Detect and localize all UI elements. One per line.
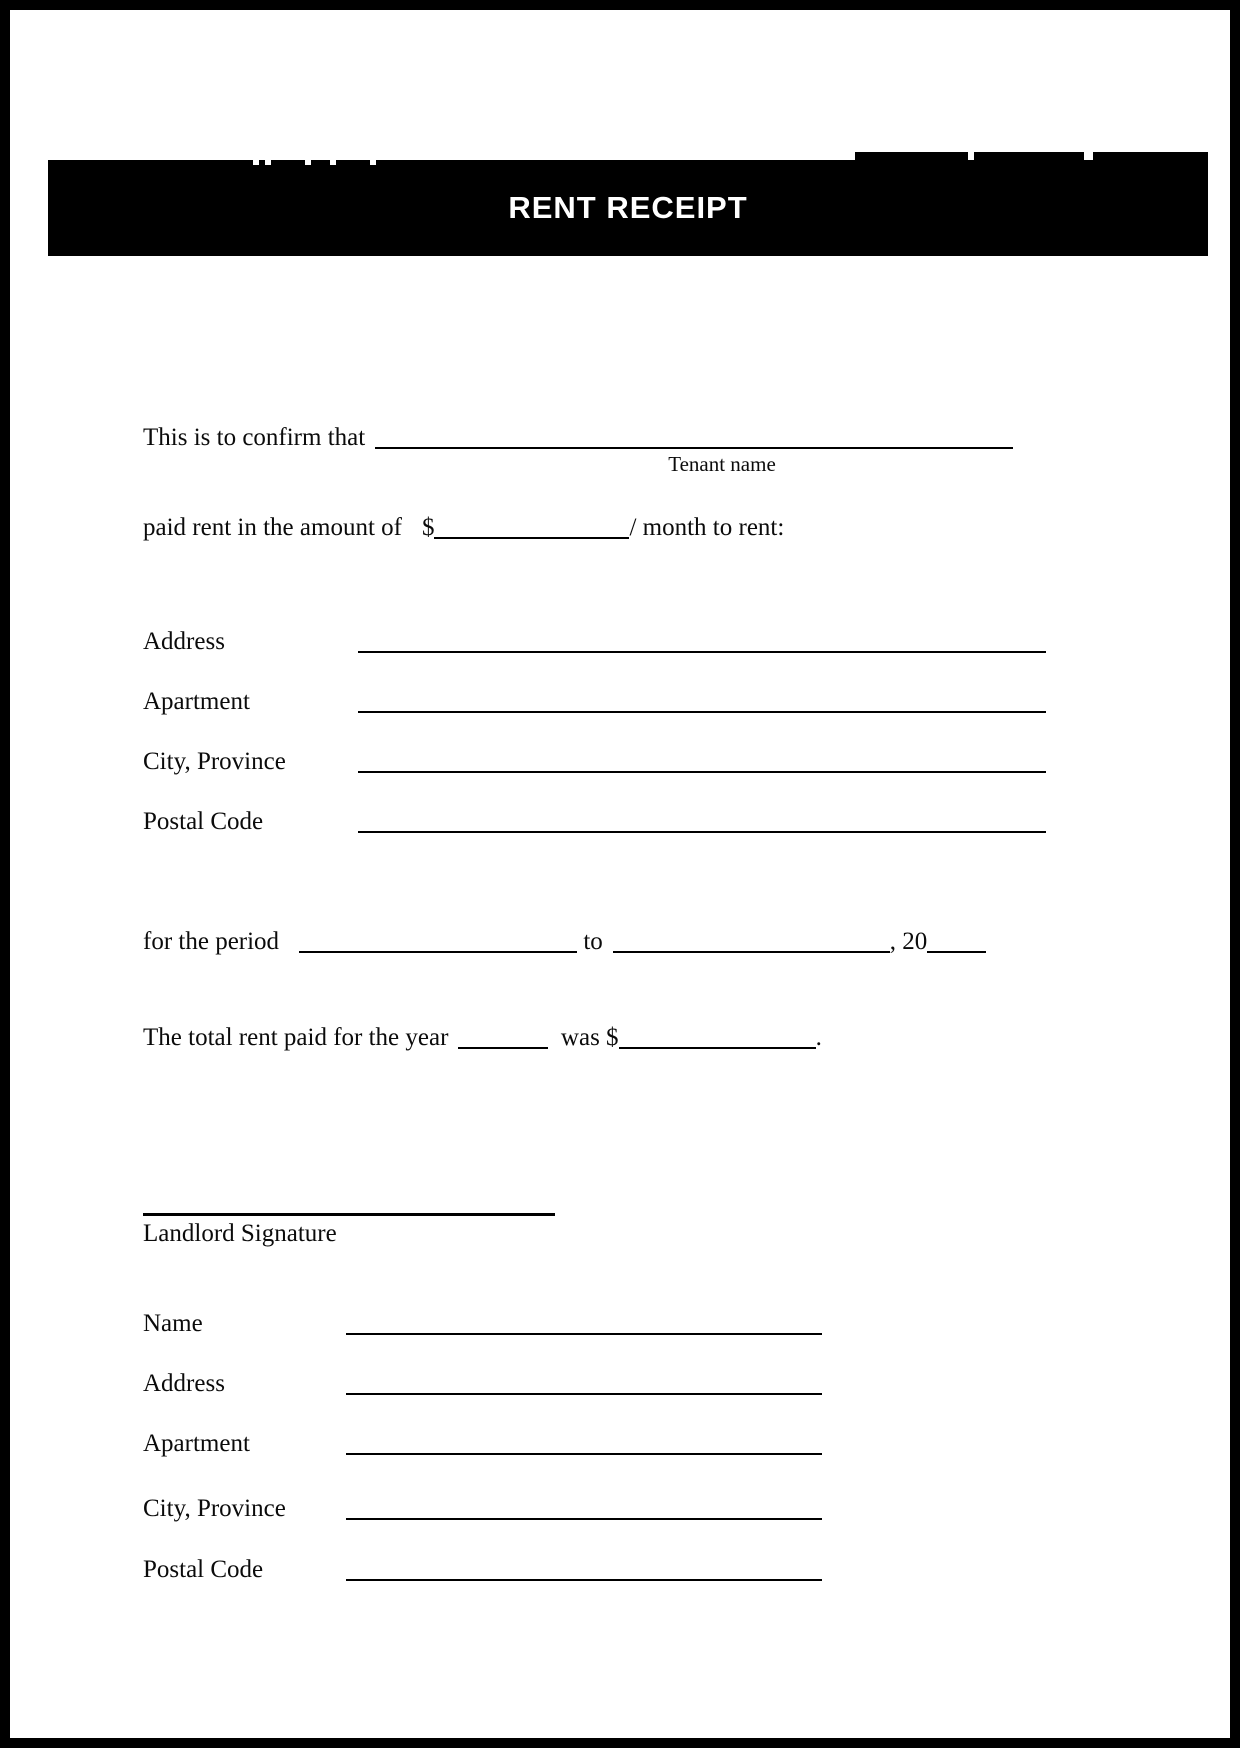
- landlord-name-label: Name: [143, 1310, 203, 1337]
- landlord-apartment-label: Apartment: [143, 1430, 250, 1457]
- dollar-sign: $: [421, 514, 435, 541]
- scan-artifact-nick: [305, 160, 311, 165]
- rental-city-province-field[interactable]: [358, 746, 1046, 773]
- period-to-field[interactable]: [613, 926, 890, 953]
- tenant-name-caption: Tenant name: [668, 452, 776, 476]
- rental-address-field[interactable]: [358, 626, 1046, 653]
- period-year-field[interactable]: [927, 926, 986, 953]
- landlord-signature-field[interactable]: [143, 1189, 555, 1216]
- landlord-city-province-label: City, Province: [143, 1495, 286, 1522]
- landlord-apartment-field[interactable]: [346, 1428, 822, 1455]
- landlord-postal-code-field[interactable]: [346, 1554, 822, 1581]
- period-year-prefix-text: , 20: [889, 928, 928, 955]
- landlord-city-province-row: [143, 1489, 822, 1523]
- paid-suffix-text: / month to rent:: [629, 514, 785, 541]
- rental-city-province-row: [143, 742, 1046, 776]
- confirm-statement: [143, 418, 1013, 452]
- period-to-text: to: [583, 928, 603, 955]
- total-year-field[interactable]: [458, 1022, 548, 1049]
- rental-postal-code-label: Postal Code: [143, 808, 264, 835]
- landlord-postal-code-row: [143, 1550, 822, 1584]
- scan-artifact-nick: [265, 160, 271, 165]
- period-prefix-text: for the period: [143, 928, 280, 955]
- landlord-postal-code-label: Postal Code: [143, 1556, 264, 1583]
- landlord-signature-caption: Landlord Signature: [143, 1220, 337, 1247]
- rental-apartment-field[interactable]: [358, 686, 1046, 713]
- period-statement: [143, 922, 986, 956]
- total-period-mark: .: [815, 1024, 822, 1051]
- rental-address-row: [143, 622, 1046, 656]
- rental-postal-code-field[interactable]: [358, 806, 1046, 833]
- total-was-text: was $: [560, 1024, 619, 1051]
- scan-artifact-nick: [330, 160, 336, 165]
- scan-artifact-gap: [968, 152, 974, 160]
- scan-artifact-gap: [1084, 152, 1093, 160]
- landlord-name-row: [143, 1304, 822, 1338]
- landlord-signature-caption-row: [143, 1220, 337, 1248]
- total-amount-field[interactable]: [619, 1022, 816, 1049]
- confirm-prefix-text: This is to confirm that: [143, 424, 366, 451]
- total-prefix-text: The total rent paid for the year: [143, 1024, 449, 1051]
- landlord-address-row: [143, 1364, 822, 1398]
- scan-artifact-nick: [370, 160, 376, 165]
- landlord-name-field[interactable]: [346, 1308, 822, 1335]
- monthly-rent-amount-field[interactable]: [434, 512, 629, 539]
- paid-prefix-text: paid rent in the amount of: [143, 514, 402, 541]
- rental-address-label: Address: [143, 628, 225, 655]
- scan-artifact-nick: [253, 160, 259, 165]
- title-bar: [48, 160, 1208, 256]
- page-title: RENT RECEIPT: [508, 190, 748, 225]
- rental-city-province-label: City, Province: [143, 748, 286, 775]
- rental-apartment-row: [143, 682, 1046, 716]
- landlord-city-province-field[interactable]: [346, 1493, 822, 1520]
- landlord-address-label: Address: [143, 1370, 225, 1397]
- rental-postal-code-row: [143, 802, 1046, 836]
- landlord-address-field[interactable]: [346, 1368, 822, 1395]
- total-statement: [143, 1018, 822, 1052]
- landlord-apartment-row: [143, 1424, 822, 1458]
- tenant-name-field[interactable]: [375, 422, 1013, 449]
- rental-apartment-label: Apartment: [143, 688, 250, 715]
- rent-amount-statement: [143, 508, 784, 542]
- period-from-field[interactable]: [299, 926, 577, 953]
